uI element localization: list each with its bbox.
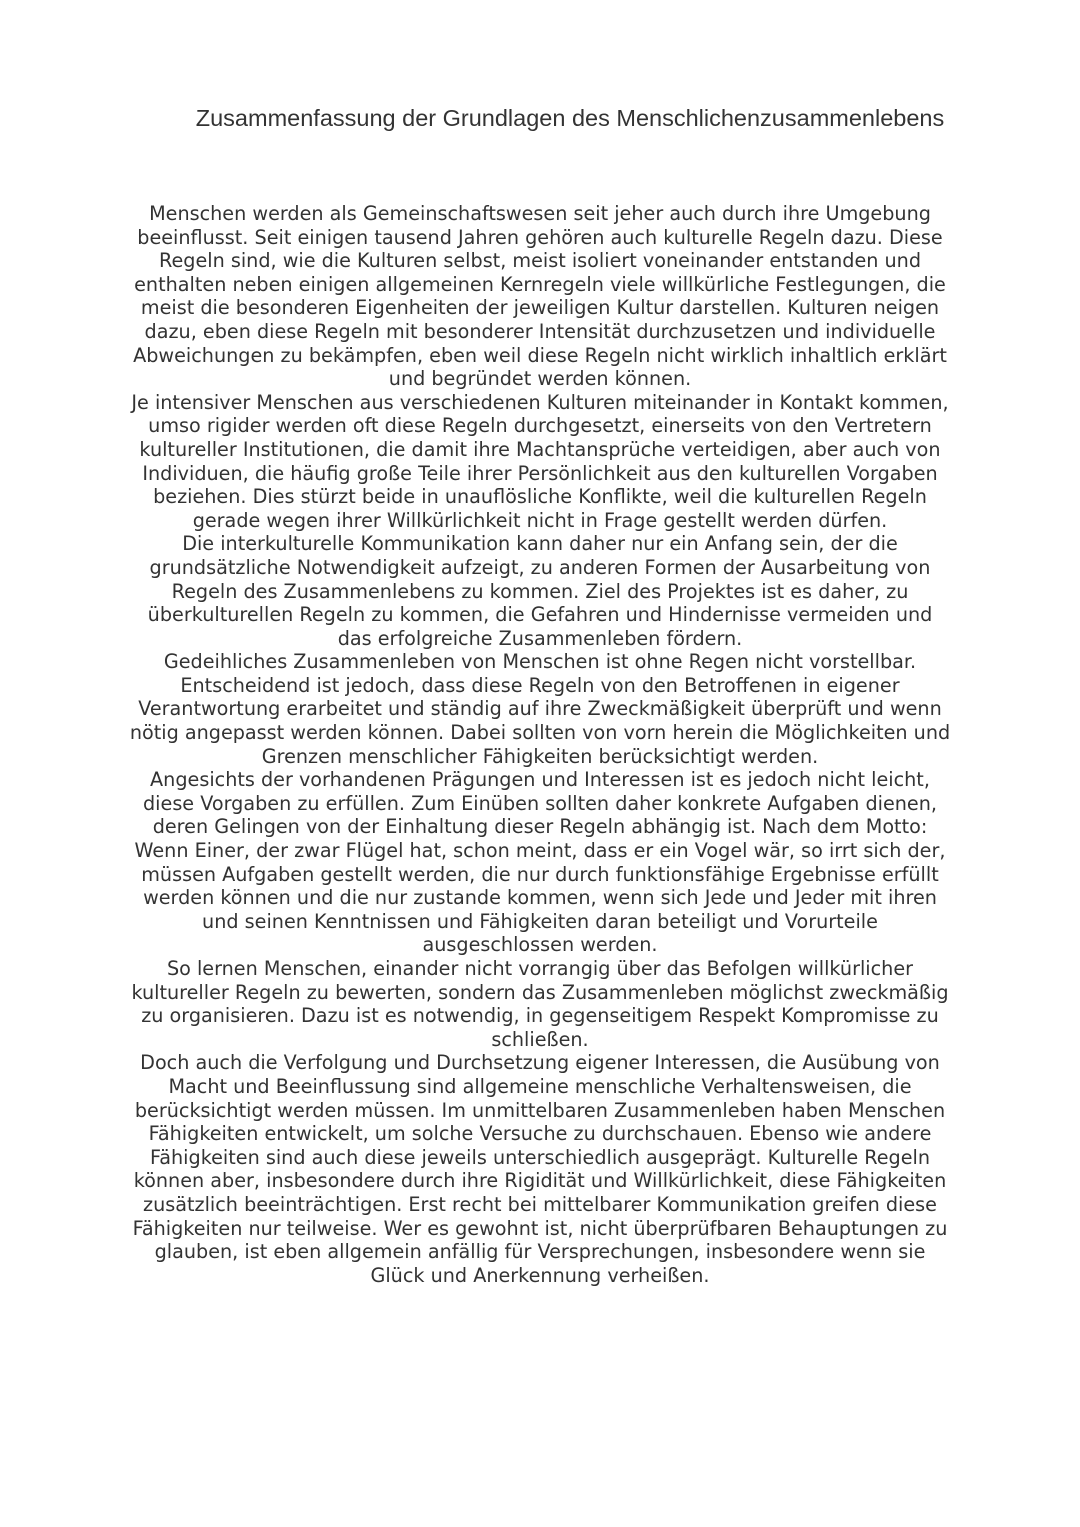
body-text-line: Fähigkeiten sind auch diese jeweils unterschiedlich ausgeprägt. Kulturelle Regeln xyxy=(149,1145,930,1169)
body-text-line: Regeln sind, wie die Kulturen selbst, meist isoliert voneinander entstanden und xyxy=(158,249,922,273)
body-text-line: Grenzen menschlicher Fähigkeiten berücksichtigt werden. xyxy=(261,744,819,768)
body-text-line: beeinflusst. Seit einigen tausend Jahren gehören auch kulturelle Regeln dazu. Diese xyxy=(137,225,943,249)
body-text-line: überkulturellen Regeln zu kommen, die Gefahren und Hindernisse vermeiden und xyxy=(147,603,933,627)
body-text-line: dazu, eben diese Regeln mit besonderer Intensität durchzusetzen und individuelle xyxy=(144,319,936,343)
body-text-line: Fähigkeiten entwickelt, um solche Versuche zu durchschauen. Ebenso wie andere xyxy=(148,1122,932,1146)
body-text-line: beziehen. Dies stürzt beide in unauflösliche Konflikte, weil die kulturellen Regeln xyxy=(153,485,927,509)
document-body xyxy=(100,202,980,1287)
body-text-line: Menschen werden als Gemeinschaftswesen seit jeher auch durch ihre Umgebung xyxy=(149,202,931,225)
body-text-line: enthalten neben einigen allgemeinen Kernregeln viele willkürliche Festlegungen, die xyxy=(134,272,946,296)
body-text-line: Wenn Einer, der zwar Flügel hat, schon meint, dass er ein Vogel wär, so irrt sich der, xyxy=(134,839,946,863)
body-text-line: Angesichts der vorhandenen Prägungen und Interessen ist es jedoch nicht leicht, xyxy=(150,768,930,792)
body-text-line: meist die besonderen Eigenheiten der jeweiligen Kultur darstellen. Kulturen neigen xyxy=(140,296,940,320)
body-text-line: Regeln des Zusammenlebens zu kommen. Ziel des Projektes ist es daher, zu xyxy=(171,579,909,603)
document-title: Zusammenfassung der Grundlagen des Menschlichenzusammenlebens xyxy=(195,105,945,131)
body-text-line: schließen. xyxy=(491,1027,589,1051)
body-text-line: Die interkulturelle Kommunikation kann daher nur ein Anfang sein, der die xyxy=(182,532,898,556)
body-text-line: Macht und Beeinflussung sind allgemeine menschliche Verhaltensweisen, die xyxy=(168,1074,912,1098)
body-text-line: gerade wegen ihrer Willkürlichkeit nicht in Frage gestellt werden dürfen. xyxy=(192,508,888,532)
body-text-line: müssen Aufgaben gestellt werden, die nur durch funktionsfähige Ergebnisse erfüllt xyxy=(141,862,939,886)
body-text-line: kultureller Institutionen, die damit ihre Machtansprüche verteidigen, aber auch von xyxy=(139,437,941,461)
body-text-line: diese Vorgaben zu erfüllen. Zum Einüben sollten daher konkrete Aufgaben dienen, xyxy=(143,791,937,815)
body-text-line: Glück und Anerkennung verheißen. xyxy=(370,1263,710,1287)
body-text-line: nötig angepasst werden können. Dabei sollten von vorn herein die Möglichkeiten und xyxy=(129,721,951,745)
body-text-line: Je intensiver Menschen aus verschiedenen Kulturen miteinander in Kontakt kommen, xyxy=(131,390,949,414)
body-text-line: berücksichtigt werden müssen. Im unmittelbaren Zusammenleben haben Menschen xyxy=(134,1098,946,1122)
body-text-line: und seinen Kenntnissen und Fähigkeiten daran beteiligt und Vorurteile xyxy=(202,909,878,933)
body-text-line: So lernen Menschen, einander nicht vorrangig über das Befolgen willkürlicher xyxy=(166,957,914,980)
body-text-line: zusätzlich beeinträchtigen. Erst recht bei mittelbarer Kommunikation greifen diese xyxy=(143,1192,937,1216)
body-text-line: das erfolgreiche Zusammenleben fördern. xyxy=(337,626,743,650)
body-text-line: und begründet werden können. xyxy=(388,367,692,391)
body-text-line: grundsätzliche Notwendigkeit aufzeigt, zu anderen Formen der Ausarbeitung von xyxy=(149,555,931,579)
body-text-line: umso rigider werden oft diese Regeln durchgesetzt, einerseits von den Vertretern xyxy=(148,414,932,438)
body-text-line: Gedeihliches Zusammenleben von Menschen ist ohne Regen nicht vorstellbar. xyxy=(163,650,917,674)
body-text-line: Fähigkeiten nur teilweise. Wer es gewohnt ist, nicht überprüfbaren Behauptungen zu xyxy=(132,1216,948,1240)
body-text-line: glauben, ist eben allgemein anfällig für Versprechungen, insbesondere wenn sie xyxy=(154,1240,926,1264)
body-text-line: deren Gelingen von der Einhaltung dieser Regeln abhängig ist. Nach dem Motto: xyxy=(152,815,928,839)
body-text-line: kultureller Regeln zu bewerten, sondern das Zusammenleben möglichst zweckmäßig xyxy=(131,980,949,1004)
body-text-line: Verantwortung erarbeitet und ständig auf ihre Zweckmäßigkeit überprüft und wenn xyxy=(138,697,942,721)
body-text-line: Abweichungen zu bekämpfen, eben weil diese Regeln nicht wirklich inhaltlich erklärt xyxy=(133,343,947,367)
body-text-line: Doch auch die Verfolgung und Durchsetzung eigener Interessen, die Ausübung von xyxy=(140,1051,940,1075)
body-text-line: zu organisieren. Dazu ist es notwendig, in gegenseitigem Respekt Kompromisse zu xyxy=(141,1004,939,1028)
body-text-line: Entscheidend ist jedoch, dass diese Regeln von den Betroffenen in eigener xyxy=(180,673,900,697)
body-text-line: ausgeschlossen werden. xyxy=(422,933,658,957)
body-text-line: Individuen, die häufig große Teile ihrer Persönlichkeit aus den kulturellen Vorgaben xyxy=(142,461,938,485)
body-text-line: können aber, insbesondere durch ihre Rigidität und Willkürlichkeit, diese Fähigkeiten xyxy=(133,1169,947,1193)
body-text-line: werden können und die nur zustande kommen, wenn sich Jede und Jeder mit ihren xyxy=(143,886,937,910)
